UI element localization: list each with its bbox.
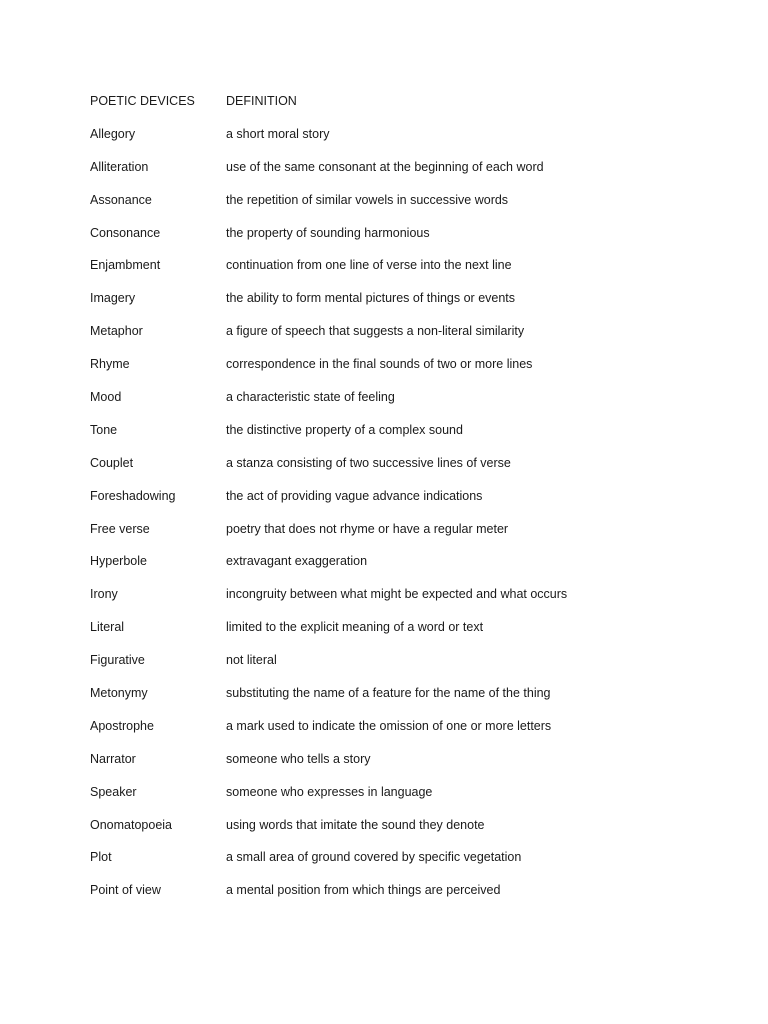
table-row <box>90 584 710 617</box>
header-definition: DEFINITION <box>226 94 297 108</box>
term-cell: Apostrophe <box>90 718 154 733</box>
table-row <box>90 749 710 782</box>
table-row <box>90 815 710 848</box>
table-row <box>90 617 710 650</box>
term-cell: Foreshadowing <box>90 488 176 503</box>
term-cell: Hyperbole <box>90 554 147 569</box>
table-row <box>90 420 710 453</box>
definition-cell: using words that imitate the sound they denote <box>226 817 485 832</box>
table-row <box>90 486 710 519</box>
table-row <box>90 255 710 288</box>
term-cell: Metaphor <box>90 324 143 339</box>
term-cell: Irony <box>90 587 118 602</box>
table-row <box>90 124 710 157</box>
term-cell: Allegory <box>90 126 136 141</box>
term-cell: Alliteration <box>90 159 149 174</box>
definition-cell: a stanza consisting of two successive lines of verse <box>226 455 511 470</box>
term-cell: Onomatopoeia <box>90 817 173 832</box>
definition-cell: someone who expresses in language <box>226 784 433 799</box>
table-row <box>90 551 710 584</box>
definition-cell: not literal <box>226 653 277 668</box>
table-row <box>90 223 710 256</box>
term-cell: Point of view <box>90 883 161 898</box>
definition-cell: the act of providing vague advance indications <box>226 488 483 503</box>
definition-cell: continuation from one line of verse into the next line <box>226 258 512 273</box>
definition-cell: poetry that does not rhyme or have a regular meter <box>226 521 509 536</box>
table-row <box>90 782 710 815</box>
poetic-devices-table <box>90 91 710 913</box>
term-cell: Imagery <box>90 291 136 306</box>
definition-cell: a mark used to indicate the omission of one or more letters <box>226 718 552 733</box>
definition-cell: a figure of speech that suggests a non-literal similarity <box>226 324 525 339</box>
table-row <box>90 288 710 321</box>
table-row <box>90 387 710 420</box>
definition-cell: the property of sounding harmonious <box>226 225 430 240</box>
table-row <box>90 716 710 749</box>
table-row <box>90 847 710 880</box>
definition-cell: use of the same consonant at the beginning of each word <box>226 159 544 174</box>
definition-cell: a short moral story <box>226 126 330 141</box>
table-row <box>90 519 710 552</box>
definition-cell: extravagant exaggeration <box>226 554 368 569</box>
definition-cell: limited to the explicit meaning of a word or text <box>226 620 484 635</box>
term-cell: Consonance <box>90 225 161 240</box>
definition-cell: a small area of ground covered by specific vegetation <box>226 850 522 865</box>
definition-cell: a characteristic state of feeling <box>226 390 395 405</box>
table-row <box>90 321 710 354</box>
term-cell: Assonance <box>90 192 152 207</box>
definition-cell: correspondence in the final sounds of two or more lines <box>226 357 533 372</box>
definition-cell: the ability to form mental pictures of things or events <box>226 291 516 306</box>
term-cell: Rhyme <box>90 357 130 372</box>
term-cell: Literal <box>90 620 125 635</box>
term-cell: Free verse <box>90 521 150 536</box>
table-row <box>90 650 710 683</box>
definition-cell: incongruity between what might be expected and what occurs <box>226 587 568 602</box>
definition-cell: substituting the name of a feature for the name of the thing <box>226 686 551 701</box>
term-cell: Enjambment <box>90 258 161 273</box>
table-row <box>90 880 710 913</box>
table-header-row <box>90 91 710 124</box>
definition-cell: the repetition of similar vowels in successive words <box>226 192 509 207</box>
term-cell: Plot <box>90 850 112 865</box>
header-term: POETIC DEVICES <box>90 94 195 108</box>
term-cell: Mood <box>90 390 122 405</box>
term-cell: Speaker <box>90 784 137 799</box>
table-row <box>90 354 710 387</box>
definition-cell: the distinctive property of a complex sound <box>226 422 463 437</box>
term-cell: Figurative <box>90 653 145 668</box>
table-row <box>90 683 710 716</box>
definition-cell: someone who tells a story <box>226 751 371 766</box>
term-cell: Metonymy <box>90 686 148 701</box>
term-cell: Tone <box>90 422 118 437</box>
term-cell: Narrator <box>90 751 136 766</box>
definition-cell: a mental position from which things are perceived <box>226 883 501 898</box>
term-cell: Couplet <box>90 455 134 470</box>
table-row <box>90 157 710 190</box>
table-row <box>90 190 710 223</box>
table-row <box>90 453 710 486</box>
